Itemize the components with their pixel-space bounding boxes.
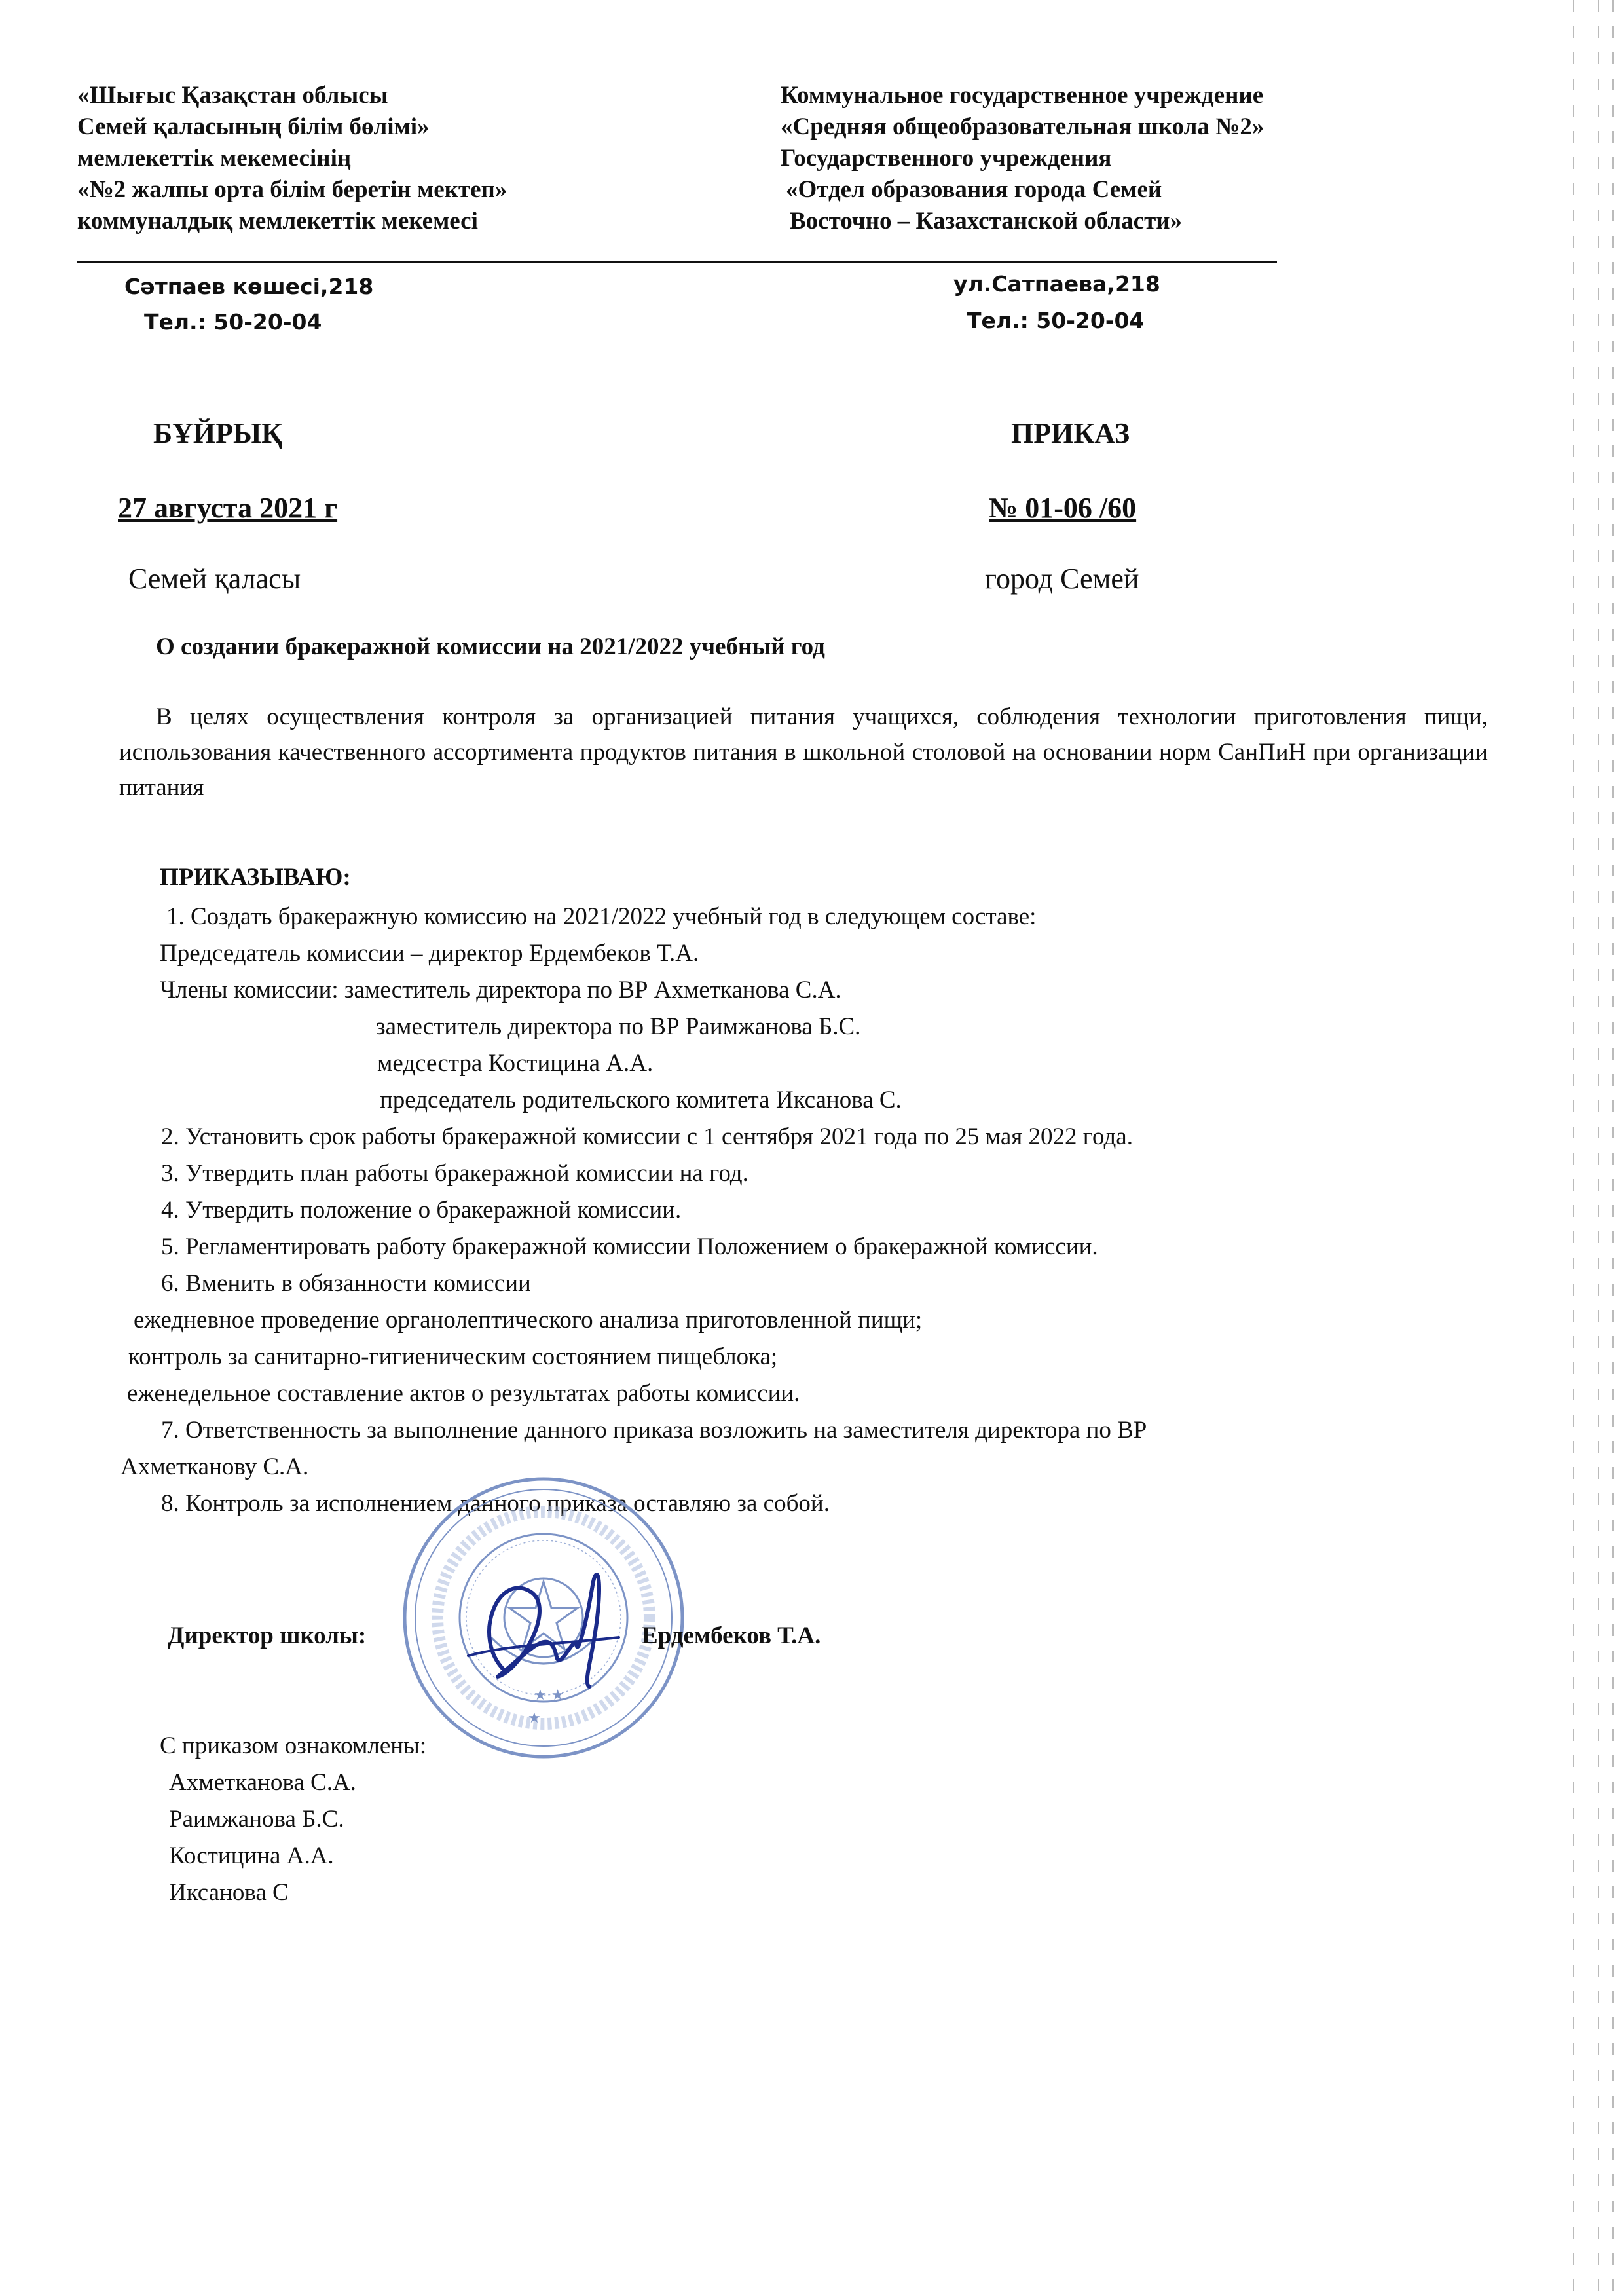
order-line: 1. Создать бракеражную комиссию на 2021/2022 учебный год в следующем составе: [166, 903, 1037, 930]
title-ru: ПРИКАЗ [1011, 417, 1130, 449]
order-line: 7. Ответственность за выполнение данного приказа возложить на заместителя директора по ВР [161, 1417, 1147, 1444]
acquainted-name: Раимжанова Б.С. [169, 1806, 344, 1833]
order-line: Члены комиссии: заместитель директора по ВР Ахметканова С.А. [160, 977, 841, 1003]
signer-name: Ердембеков Т.А. [642, 1622, 821, 1649]
order-line: еженедельное составление актов о результатах работы комиссии. [127, 1380, 800, 1407]
scan-edge-line [1598, 0, 1599, 2295]
order-subject: О создании бракеражной комиссии на 2021/2022 учебный год [156, 633, 825, 660]
header-left-line: коммуналдық мемлекеттік мекемесі [77, 208, 478, 234]
order-line: Председатель комиссии – директор Ердембеков Т.А. [160, 940, 699, 967]
address-left: Сәтпаев көшесі,218 [124, 274, 374, 299]
order-word: ПРИКАЗЫВАЮ: [160, 864, 351, 891]
acquainted-title: С приказом ознакомлены: [160, 1732, 427, 1759]
city-ru: город Семей [985, 563, 1139, 595]
order-line: 5. Регламентировать работу бракеражной комиссии Положением о бракеражной комиссии. [161, 1233, 1098, 1260]
header-left-line: мемлекеттік мекемесінің [77, 145, 352, 172]
phone-left: Тел.: 50-20-04 [144, 309, 322, 335]
order-line: 8. Контроль за исполнением данного приказа оставляю за собой. [161, 1490, 830, 1517]
city-kz: Семей қаласы [128, 563, 301, 595]
header-right-line: Государственного учреждения [781, 145, 1112, 172]
scan-edge-line [1573, 0, 1574, 2295]
address-right: ул.Сатпаева,218 [953, 271, 1160, 297]
order-line: председатель родительского комитета Иксанова С. [380, 1087, 902, 1113]
svg-text:★: ★ [528, 1710, 541, 1726]
order-line: ежедневное проведение органолептического анализа приготовленной пищи; [134, 1307, 923, 1334]
order-date: 27 августа 2021 г [118, 492, 338, 524]
header-left-line: Семей қаласының білім бөлімі» [77, 113, 430, 140]
header-right-line: «Отдел образования города Семей [786, 176, 1162, 203]
signer-title: Директор школы: [168, 1622, 367, 1649]
header-divider [77, 261, 1277, 263]
order-line: контроль за санитарно-гигиеническим состоянием пищеблока; [128, 1343, 778, 1370]
header-left-line: «№2 жалпы орта білім беретін мектеп» [77, 176, 507, 203]
header-right-line: Восточно – Казахстанской области» [790, 208, 1183, 234]
order-number: № 01-06 /60 [989, 492, 1137, 524]
order-line: Ахметканову С.А. [120, 1453, 309, 1480]
director-signature [458, 1546, 629, 1703]
title-kz: БҰЙРЫҚ [153, 417, 283, 449]
header-right-line: Коммунальное государственное учреждение [781, 82, 1264, 109]
acquainted-name: Иксанова С [169, 1879, 289, 1906]
header-right-line: «Средняя общеобразовательная школа №2» [781, 113, 1264, 140]
preamble: В целях осуществления контроля за организацией питания учащихся, соблюдения технологии приготовления пищи, использования качественного ассортимента продуктов питания в школьной столовой на основании норм СанПиН при организации питания [119, 703, 1488, 801]
svg-text:★ ★: ★ ★ [534, 1687, 564, 1704]
order-line: медсестра Костицина А.А. [377, 1050, 654, 1077]
order-line: 2. Установить срок работы бракеражной комиссии с 1 сентября 2021 года по 25 мая 2022 года. [161, 1123, 1133, 1150]
scan-edge-line [1612, 0, 1614, 2295]
order-line: 4. Утвердить положение о бракеражной комиссии. [161, 1197, 682, 1223]
header-left-line: «Шығыс Қазақстан облысы [77, 82, 388, 109]
order-line: 6. Вменить в обязанности комиссии [161, 1270, 531, 1297]
order-line: 3. Утвердить план работы бракеражной комиссии на год. [161, 1160, 748, 1187]
phone-right: Тел.: 50-20-04 [967, 308, 1145, 333]
order-line: заместитель директора по ВР Раимжанова Б.С. [376, 1013, 861, 1040]
acquainted-name: Ахметканова С.А. [169, 1769, 356, 1796]
acquainted-name: Костицина А.А. [169, 1842, 334, 1869]
